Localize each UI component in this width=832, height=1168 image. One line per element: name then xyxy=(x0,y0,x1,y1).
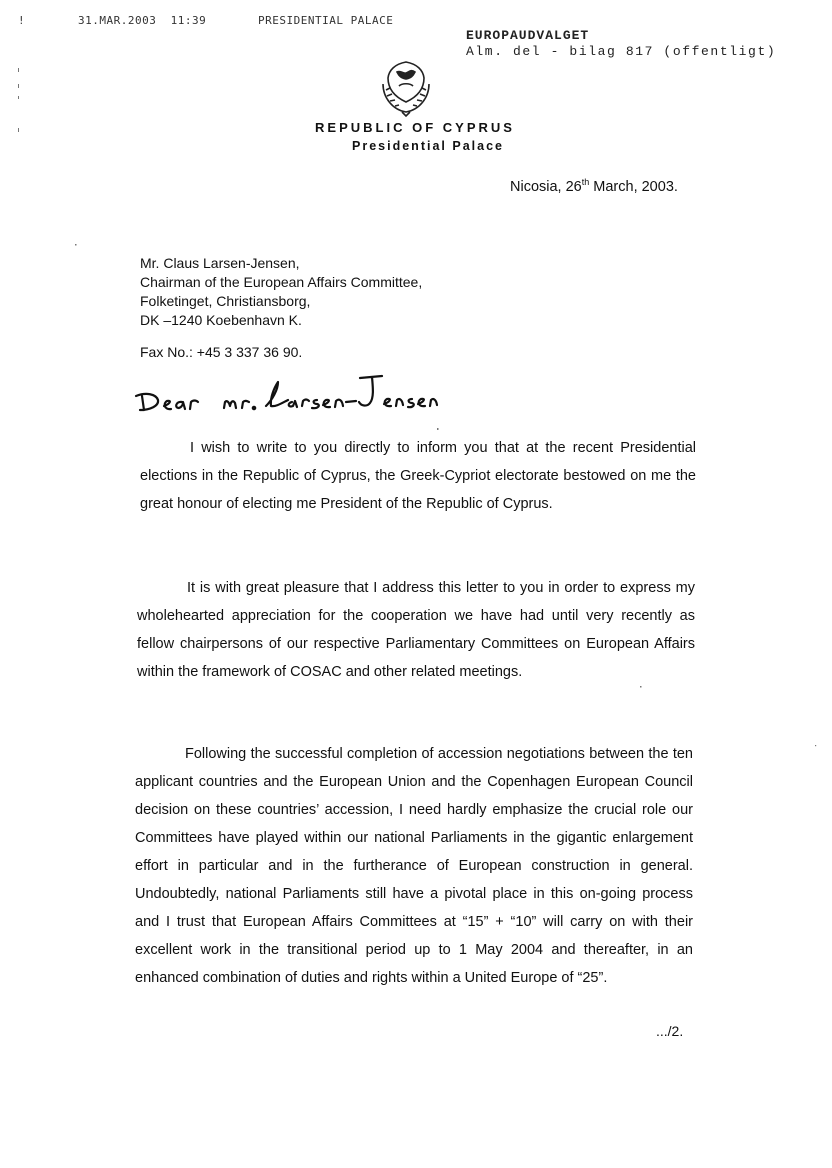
recipient-title: Chairman of the European Affairs Committee, xyxy=(140,274,423,290)
stamp-line-1: EUROPAUDVALGET xyxy=(466,28,590,43)
recipient-institution: Folketinget, Christiansborg, xyxy=(140,293,311,309)
date-suffix: March, 2003. xyxy=(589,178,678,195)
date-line xyxy=(510,177,678,195)
fax-marker: ! xyxy=(18,14,26,27)
recipient-address xyxy=(140,254,422,330)
date-ordinal: th xyxy=(581,177,590,187)
recipient-fax: Fax No.: +45 3 337 36 90. xyxy=(140,344,303,360)
letterhead-title xyxy=(0,120,832,135)
body-paragraph-3: Following the successful completion of accession negotiations between the ten applicant countries and the European Union and the Copenhagen European Council decision on these countries’ accession, I need hardly emphasize the crucial role our Committees have played within our national Parliaments in the gigantic enlargement effort in particular and in the furtherance of European construction in general. Undoubtedly, national Parliaments still have a pivotal place in this on-going process and I trust that European Affairs Committees at “15” + “10” will carry on with their excellent work in the transitional period up to 1 May 2004 and thereafter, in an enhanced combination of duties and rights within a United Europe of “25”. xyxy=(135,746,693,986)
letterhead-subtitle xyxy=(0,139,832,153)
letterhead-title-text: REPUBLIC OF CYPRUS xyxy=(315,120,515,135)
stamp-line-2: Alm. del - bilag 817 (offentligt) xyxy=(466,44,777,59)
cyprus-coat-of-arms-icon xyxy=(375,56,437,118)
letterhead-subtitle-text: Presidential Palace xyxy=(352,139,504,153)
fax-datetime: 31.MAR.2003 11:39 xyxy=(78,14,207,27)
body-paragraph-1: I wish to write to you directly to inform you that at the recent Presidential elections in the Republic of Cyprus, the Greek-Cypriot electorate bestowed on me the great honour of electing me President of the Republic of Cyprus. xyxy=(140,440,696,512)
date-prefix: Nicosia, 26 xyxy=(510,178,582,195)
handwritten-salutation xyxy=(132,370,442,420)
fax-header xyxy=(0,14,460,30)
page-continuation: .../2. xyxy=(656,1023,684,1039)
registry-stamp xyxy=(466,28,776,60)
body-paragraph-2: It is with great pleasure that I address this letter to you in order to express my wholehearted appreciation for the cooperation we have had until very recently as fellow chairpersons of our respective Parliamentary Committees on European Affairs within the framework of COSAC and other related meetings. xyxy=(137,580,695,680)
fax-sender: PRESIDENTIAL PALACE xyxy=(258,14,394,27)
recipient-name: Mr. Claus Larsen-Jensen, xyxy=(140,255,300,271)
recipient-postcode: DK –1240 Koebenhavn K. xyxy=(140,312,302,328)
